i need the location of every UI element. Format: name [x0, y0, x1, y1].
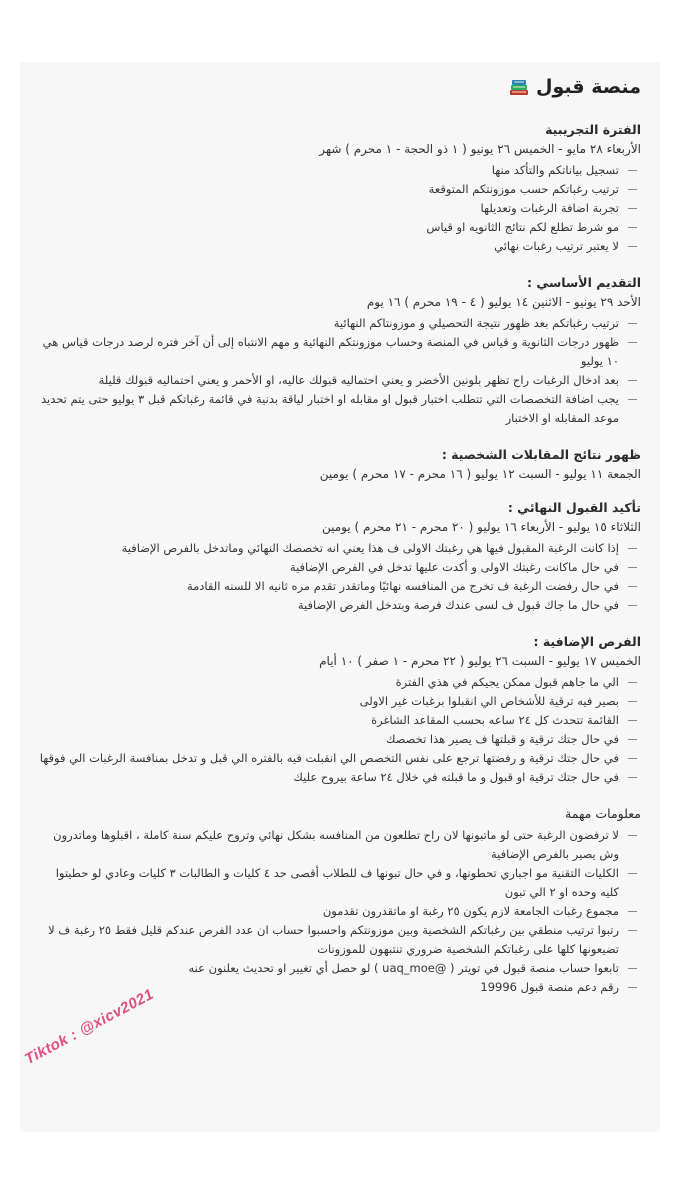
- section-trial-period: [39, 122, 641, 256]
- list-item: مو شرط تطلع لكم نتائج الثانويه او قياس: [39, 218, 641, 237]
- list-item: في حال جتك ترقية و رفضتها ترجع على نفس التخصص الي انقبلت فيه بالفتره الي قبل و تدخل بمنافسة الرغبات الي فوقها: [39, 749, 641, 768]
- list-item: القائمة تتحدث كل ٢٤ ساعه بحسب المقاعد الشاغرة: [39, 711, 641, 730]
- list-item: لا يعتبر ترتيب رغبات نهائي: [39, 237, 641, 256]
- watermark: Tiktok : @xicv2021: [22, 985, 157, 1069]
- list-item: رقم دعم منصة قبول 19996: [39, 978, 641, 997]
- list-item: الي ما جاهم قبول ممكن يجيكم في هذي الفترة: [39, 673, 641, 692]
- list-item: بعد ادخال الرغبات راح تظهر بلونين الأخضر و يعني احتماليه قبولك عاليه، او الأحمر و يعني احتماليه قبولك قليلة: [39, 371, 641, 390]
- list-item: تسجيل بياناتكم والتأكد منها: [39, 161, 641, 180]
- list-item: تابعوا حساب منصة قبول في تويتر ( @uaq_moe ) لو حصل أي تغيير او تحديث يعلنون عنه: [39, 959, 641, 978]
- section-additional-opportunities: [39, 634, 641, 787]
- section-important-info: [39, 806, 641, 997]
- list-item: في حال جتك ترقية او قبول و ما قبلته في خلال ٢٤ ساعة بيروح عليك: [39, 768, 641, 787]
- list-item: ظهور درجات الثانوية و قياس في المنصة وحساب موزونتكم النهائية و مهم الانتباه إلى أن آخر فتره لرصد درجات قياس هي ١٠ يوليو: [39, 333, 641, 371]
- bullet-list: [39, 826, 641, 997]
- list-item: رتبوا ترتيب منطقي بين رغباتكم الشخصية وبين موزونتكم واحسبوا حساب ان عدد الفرص عندكم قليل فقط ٢٥ رغبة ف لا تضيعونها كلها على رغباتكم الشخصية ضروري تنتبهون للموزونات: [39, 921, 641, 959]
- section-interview-results: [39, 447, 641, 481]
- bullet-list: [39, 161, 641, 256]
- books-icon: [508, 77, 530, 97]
- list-item: في حال جتك ترقية و قبلتها ف يصير هذا تخصصك: [39, 730, 641, 749]
- section-title: ظهور نتائج المقابلات الشخصية :: [441, 447, 641, 462]
- bullet-list: [39, 673, 641, 787]
- list-item: لا ترفضون الرغبة حتى لو ماتبونها لان راح تطلعون من المنافسه بشكل نهائي وتروح عليكم سنة كاملة ، اقبلوها وماتدرون وش يصير بالفرص الإضافية: [39, 826, 641, 864]
- list-item: يجب اضافة التخصصات التي تتطلب اختبار قبول او مقابله او اختبار لياقة بدنية في قائمة رغباتكم قبل ٣ يوليو حتى يتم تحديد موعد المقابله او الاختبار: [39, 390, 641, 428]
- section-dates: الخميس ١٧ يوليو - السبت ٢٦ يوليو ( ٢٢ محرم - ١ صفر ) ١٠ أيام: [319, 654, 641, 668]
- section-dates: الأحد ٢٩ يونيو - الاثنين ١٤ يوليو ( ٤ - ١٩ محرم ) ١٦ يوم: [366, 295, 641, 309]
- list-item: في حال ما جاك قبول ف لسى عندك فرصة وبتدخل الفرص الإضافية: [39, 596, 641, 615]
- section-dates: الثلاثاء ١٥ يوليو - الأربعاء ١٦ يوليو ( ٢٠ محرم - ٢١ محرم ) يومين: [321, 520, 641, 534]
- section-final-confirmation: [39, 500, 641, 615]
- section-title: التقديم الأساسي :: [526, 275, 641, 290]
- list-item: ترتيب رغباتكم بعد ظهور نتيجة التحصيلي و موزونتاكم النهائية: [39, 314, 641, 333]
- section-dates: الجمعة ١١ يوليو - السبت ١٢ يوليو ( ١٦ محرم - ١٧ محرم ) يومين: [319, 467, 641, 481]
- list-item: في حال ماكانت رغبتك الاولى و أكدت عليها تدخل في الفرص الإضافية: [39, 558, 641, 577]
- list-item: ترتيب رغباتكم حسب موزونتكم المتوقعة: [39, 180, 641, 199]
- page-title: [39, 76, 641, 98]
- section-basic-application: [39, 275, 641, 428]
- list-item: في حال رفضت الرغبة ف تخرج من المنافسه نهائيًا وماتقدر تقدم مره ثانيه الا للسنه القادمة: [39, 577, 641, 596]
- list-item: تجربة اضافة الرغبات وتعديلها: [39, 199, 641, 218]
- page-title-text: منصة قبول: [536, 76, 641, 98]
- section-title: الفرص الإضافية :: [533, 634, 641, 649]
- list-item: بصير فيه ترقية للأشخاص الي انقبلوا برغبات غير الاولى: [39, 692, 641, 711]
- section-title: تأكيد القبول النهائي :: [507, 500, 641, 515]
- list-item: إذا كانت الرغبة المقبول فيها هي رغبتك الاولى ف هذا يعني انه تخصصك النهائي وماتدخل بالفرص الإضافية: [39, 539, 641, 558]
- list-item: الكليات التقنية مو اجباري تحطونها، و في حال تبونها ف للطلاب أقصى حد ٤ كليات و الطالبات ٣ كليات وعادي لو حطيتوا كليه وحده او ٢ الي تبون: [39, 864, 641, 902]
- section-title: الفترة التجريبية: [545, 122, 641, 137]
- list-item: مجموع رغبات الجامعة لازم يكون ٢٥ رغبة او ماتقدرون تقدمون: [39, 902, 641, 921]
- section-dates: الأربعاء ٢٨ مايو - الخميس ٢٦ يونيو ( ١ ذو الحجة - ١ محرم ) شهر: [319, 142, 641, 156]
- bullet-list: [39, 314, 641, 428]
- section-title: معلومات مهمة: [565, 806, 641, 821]
- document-card: [20, 62, 660, 1132]
- bullet-list: [39, 539, 641, 615]
